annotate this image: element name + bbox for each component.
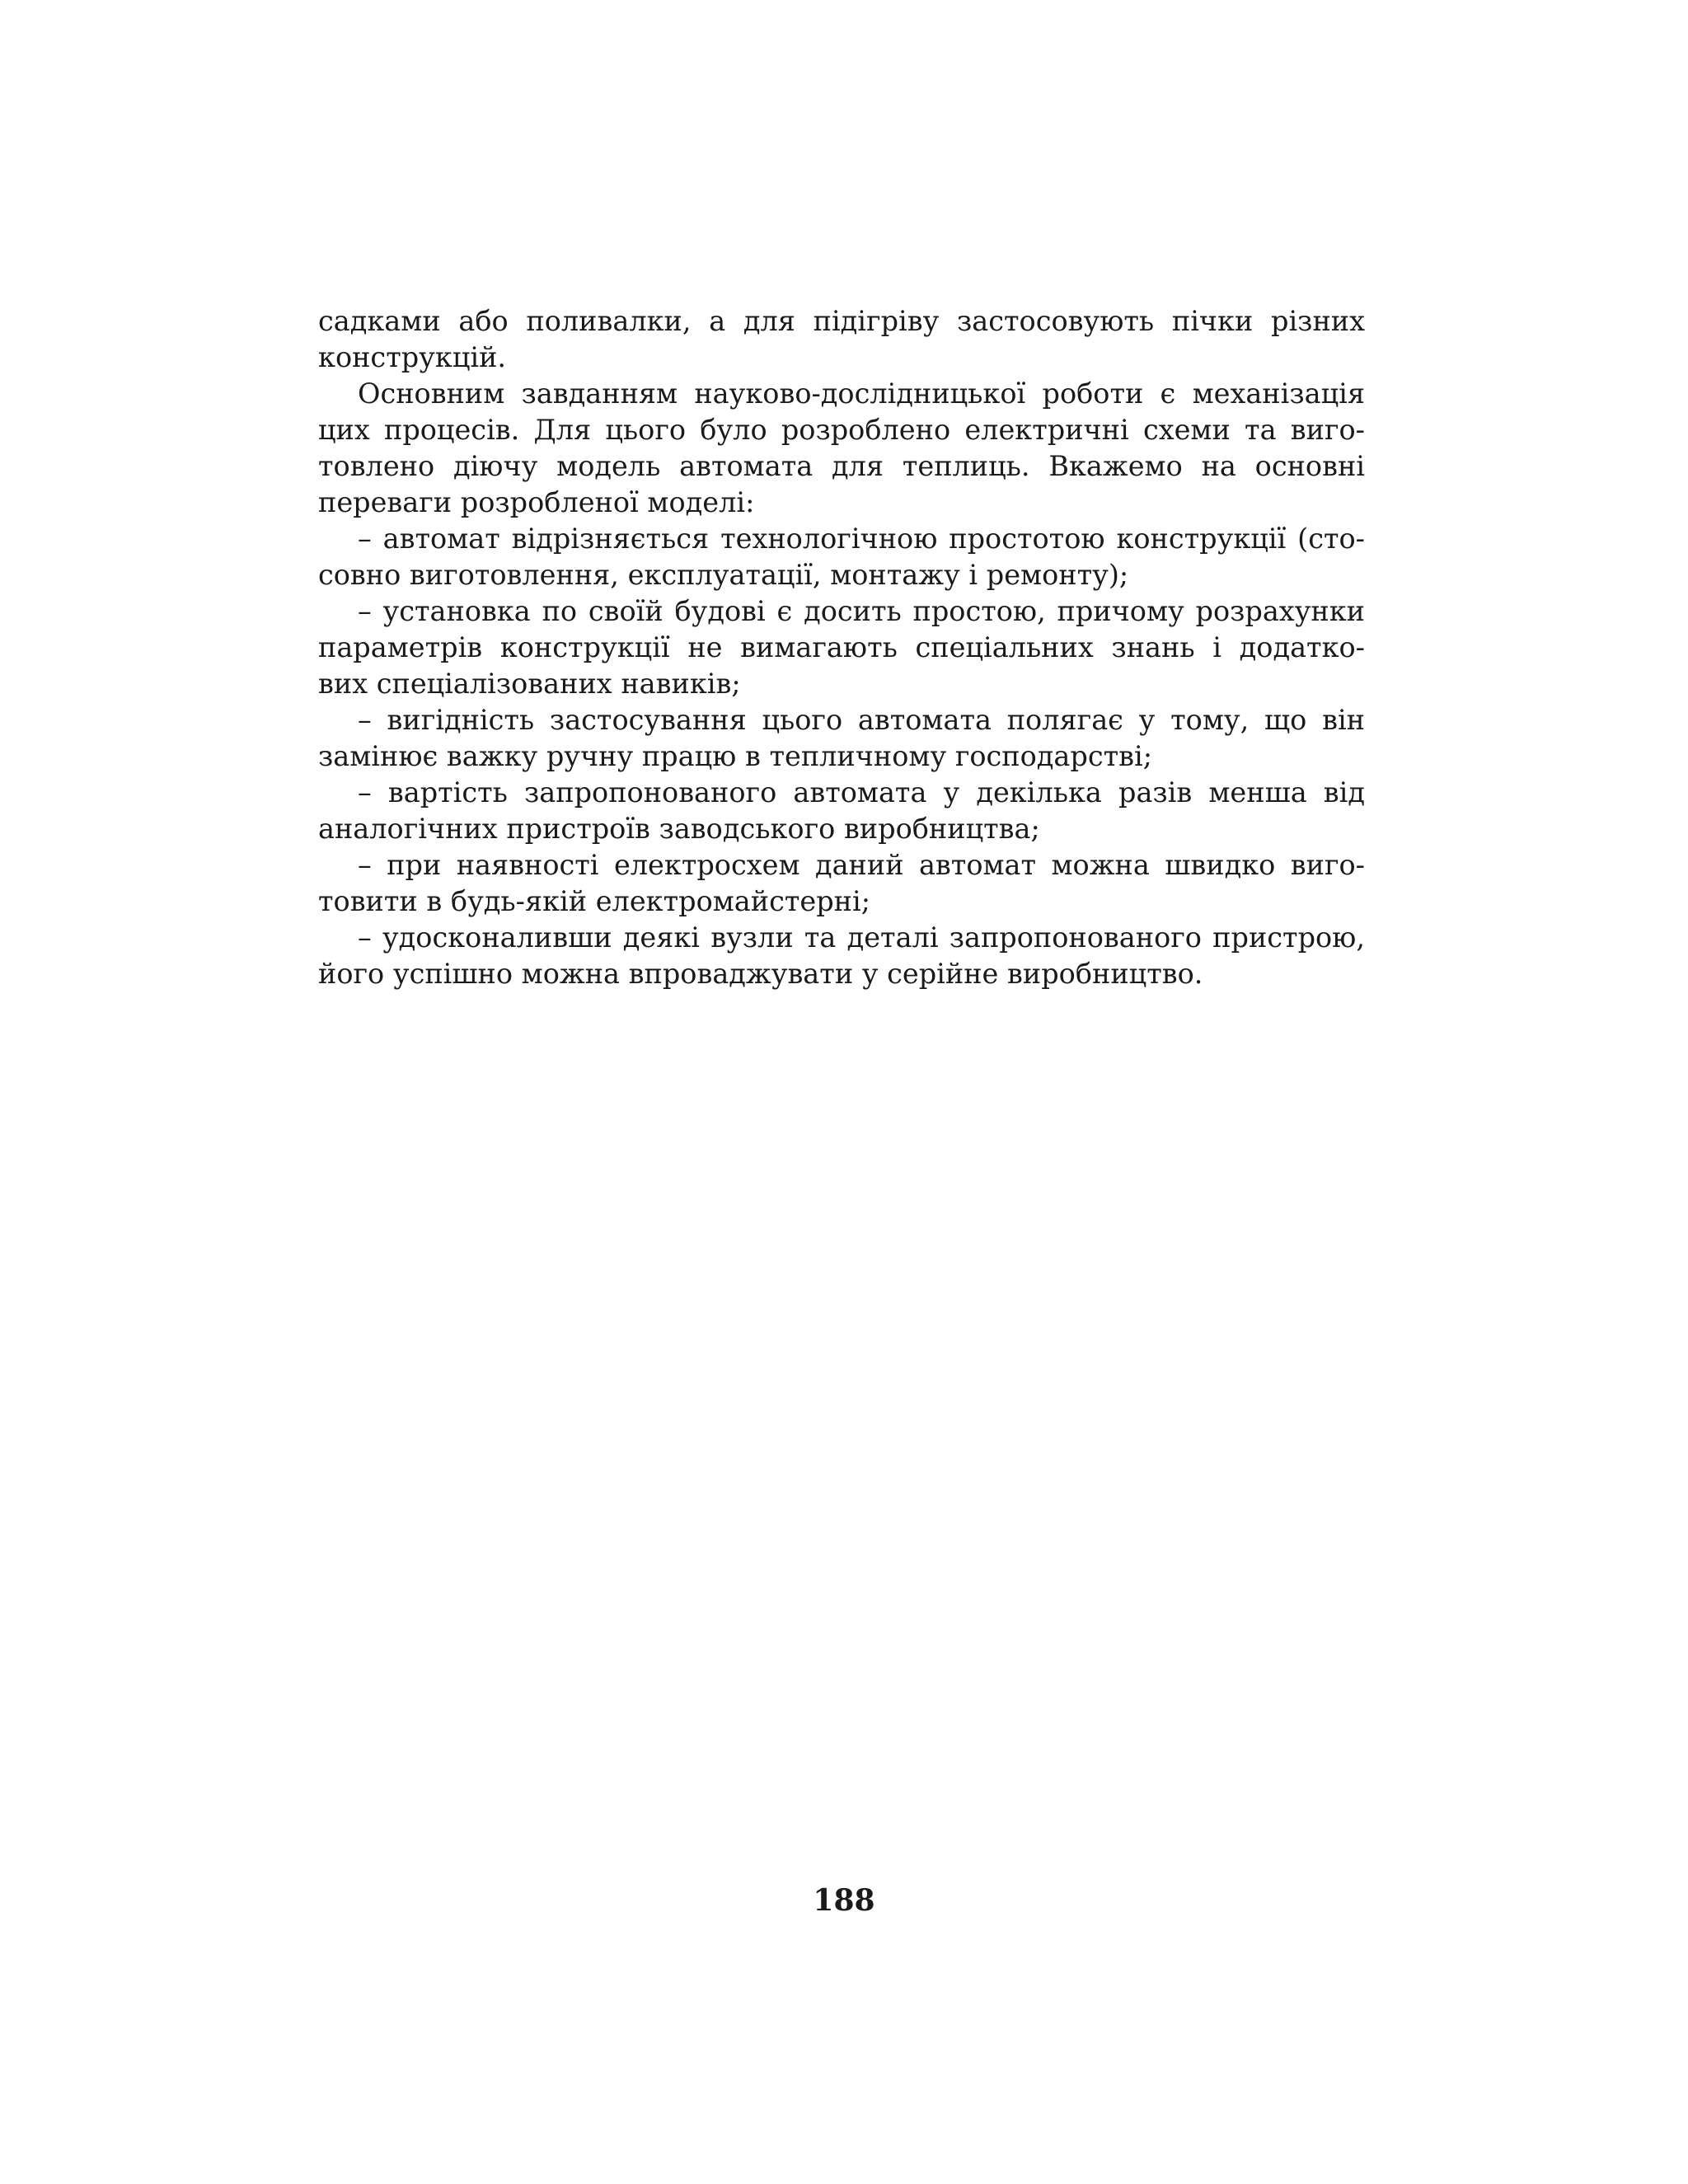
text-line: його успішно можна впроваджувати у серійне виробництво. <box>318 958 1203 990</box>
paragraph-first-line: – вигідність застосування цього автомата полягає у тому, що він <box>358 704 1365 736</box>
paragraph-first-line: – вартість запропонованого автомата у декілька разів менша від <box>358 776 1365 808</box>
text-line: цих процесів. Для цього було розроблено електричні схеми та виго- <box>318 414 1365 446</box>
text-line: конструкцій. <box>318 341 507 373</box>
paragraph-first-line: Основним завданням науково-дослідницької роботи є механізація <box>358 377 1365 410</box>
text-line: совно виготовлення, експлуатації, монтажу і ремонту); <box>318 559 1129 591</box>
text-line: садками або поливалки, а для підігріву застосовують пічки різних <box>318 305 1365 337</box>
text-line: аналогічних пристроїв заводського виробництва; <box>318 813 1040 845</box>
paragraph-first-line: – удосконаливши деякі вузли та деталі запропонованого пристрою, <box>358 921 1365 954</box>
text-line: товити в будь-якій електромайстерні; <box>318 885 870 917</box>
text-line: товлено діючу модель автомата для теплиць. Вкажемо на основні <box>318 450 1365 482</box>
page-number: 188 <box>813 1883 875 1918</box>
text-line: параметрів конструкції не вимагають спеціальних знань і додатко- <box>318 631 1365 663</box>
paragraph-first-line: – при наявності електросхем даний автомат можна швидко виго- <box>358 849 1365 881</box>
text-line: переваги розробленої моделі: <box>318 486 755 518</box>
paragraph-first-line: – установка по своїй будові є досить простою, причому розрахунки <box>358 595 1365 627</box>
paragraph-first-line: – автомат відрізняється технологічною простотою конструкції (сто- <box>358 523 1365 555</box>
text-line: вих спеціалізованих навиків; <box>318 668 741 700</box>
body-text <box>318 303 1365 992</box>
text-line: замінює важку ручну працю в тепличному господарстві; <box>318 740 1153 772</box>
